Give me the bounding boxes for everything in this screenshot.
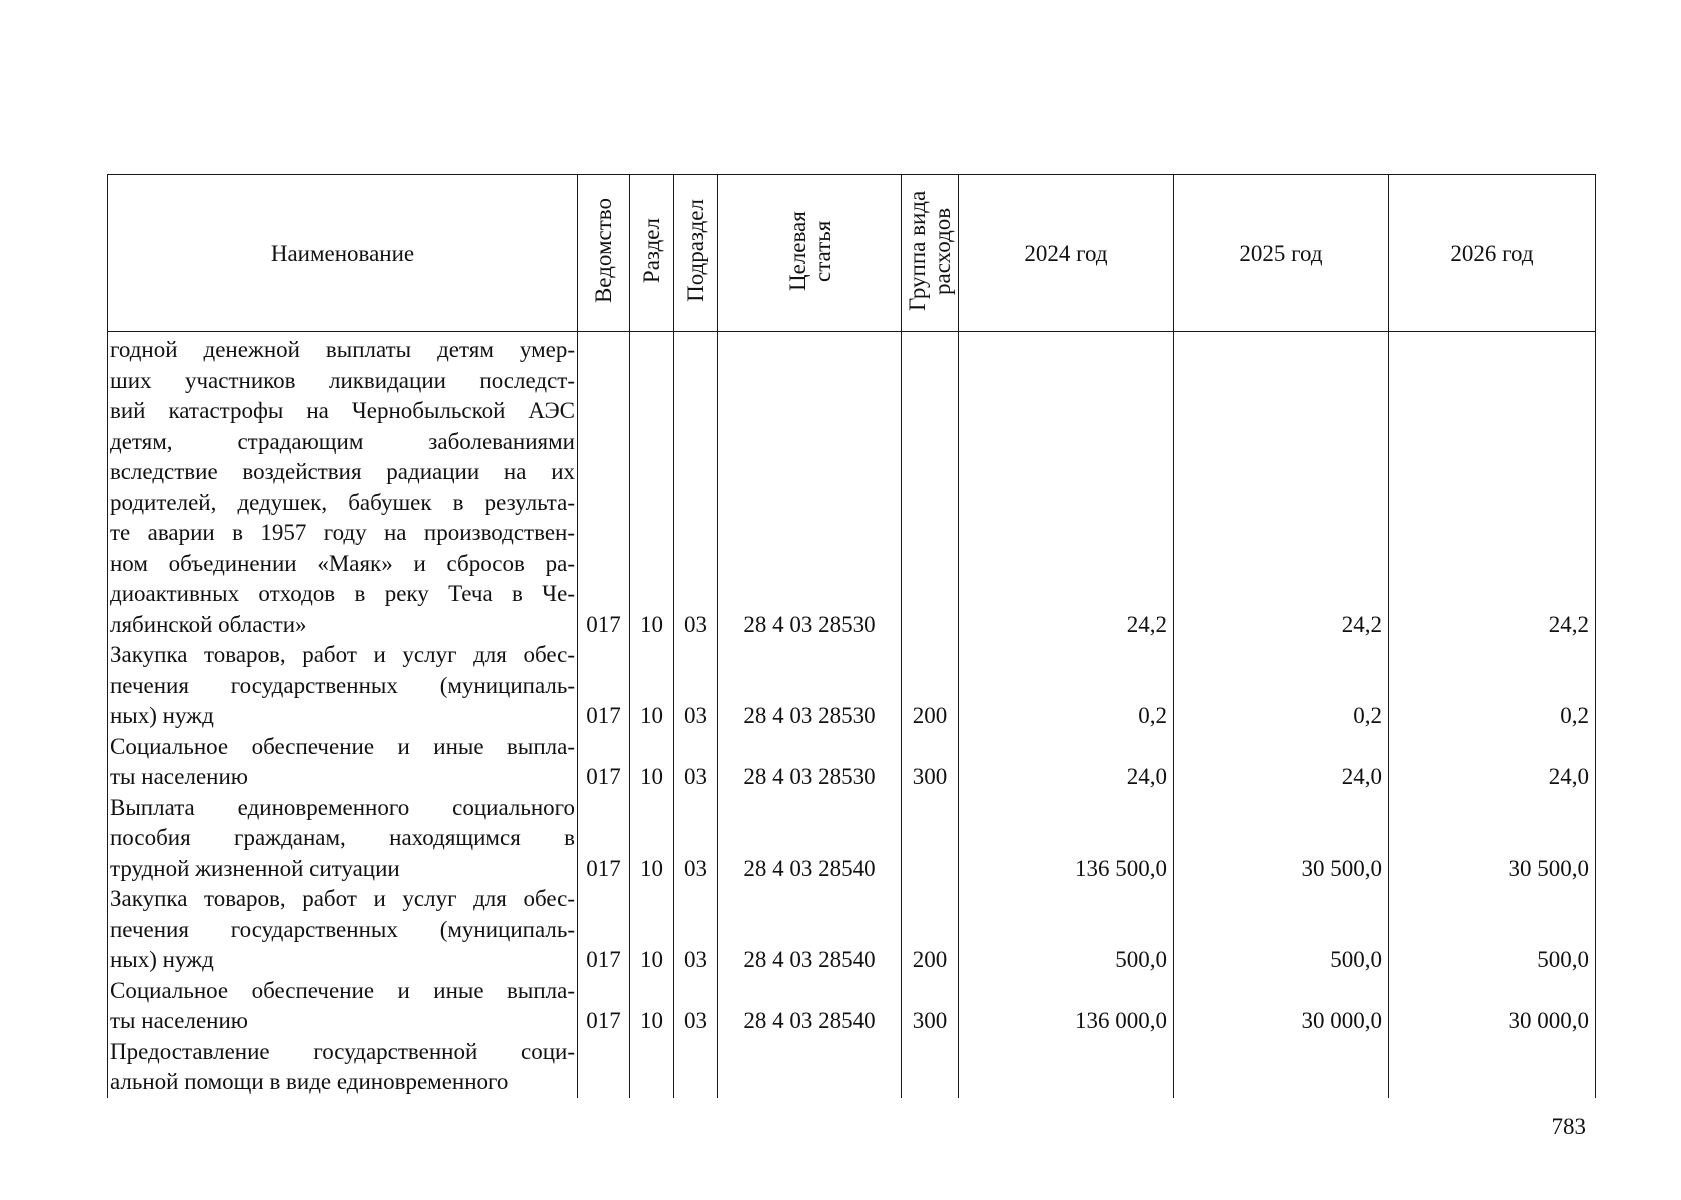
- row-y2025-cell: 30 500,0: [1174, 793, 1389, 885]
- row-cel-cell: 28 4 03 28530: [718, 732, 902, 793]
- row-razd-cell: 10: [630, 332, 674, 641]
- row-name-cell: [108, 793, 578, 885]
- row-name-line: альной помощи в виде единовременного: [110, 1069, 509, 1094]
- header-2025: [1174, 175, 1389, 332]
- table-body: [108, 332, 1596, 1098]
- row-y2026-cell: 500,0: [1389, 884, 1596, 976]
- row-name-line: те аварии в 1957 году на производствен-: [110, 520, 575, 545]
- row-y2024-cell: [959, 1037, 1174, 1098]
- row-name-line: ных) нужд: [110, 947, 214, 972]
- row-name-line: Закупка товаров, работ и услуг для обес-: [110, 886, 575, 911]
- page-number: 783: [1551, 1114, 1586, 1139]
- row-y2025-cell: [1174, 1037, 1389, 1098]
- header-2025-text: 2025 год: [1239, 240, 1323, 266]
- row-cel-cell: [718, 1037, 902, 1098]
- row-y2025-cell: 24,0: [1174, 732, 1389, 793]
- row-razd-cell: 10: [630, 884, 674, 976]
- row-pod-cell: 03: [674, 332, 718, 641]
- row-y2024-cell: 500,0: [959, 884, 1174, 976]
- table-row: [108, 640, 1596, 732]
- row-name-line: родителей, дедушек, бабушек в результа-: [110, 489, 575, 515]
- row-name-line: годной денежной выплаты детям умер-: [110, 337, 575, 362]
- row-name-line: печения государственных (муниципаль-: [110, 672, 575, 698]
- row-y2026-cell: 24,0: [1389, 732, 1596, 793]
- header-2026-text: 2026 год: [1450, 240, 1534, 266]
- row-razd-cell: 10: [630, 640, 674, 732]
- row-grp-cell: [902, 332, 959, 641]
- row-name-line: ших участников ликвидации последст-: [110, 367, 575, 393]
- row-y2024-cell: 0,2: [959, 640, 1174, 732]
- header-vedomstvo-text: Ведомство: [590, 197, 616, 304]
- row-name-cell: [108, 1037, 578, 1098]
- table-header-row: [108, 175, 1596, 332]
- row-name-line: лябинской области»: [110, 611, 307, 637]
- row-name-line: Выплата единовременного социального: [110, 794, 575, 820]
- header-celevaya: [718, 175, 902, 332]
- row-name-line: Социальное обеспечение и иные выпла-: [110, 733, 575, 759]
- row-name-line: вий катастрофы на Чернобыльской АЭС: [110, 398, 575, 423]
- row-pod-cell: 03: [674, 976, 718, 1037]
- header-name: [108, 175, 578, 332]
- row-y2025-cell: 0,2: [1174, 640, 1389, 732]
- row-name-line: пособия гражданам, находящимся в: [110, 825, 575, 850]
- row-name-line: ты населению: [110, 1008, 248, 1033]
- row-ved-cell: 017: [578, 332, 630, 641]
- row-pod-cell: 03: [674, 793, 718, 885]
- header-name-text: Наименование: [270, 240, 415, 266]
- row-y2025-cell: 30 000,0: [1174, 976, 1389, 1037]
- row-name-line: ном объединении «Маяк» и сбросов ра-: [110, 550, 575, 576]
- row-cel-cell: 28 4 03 28530: [718, 640, 902, 732]
- row-name-line: печения государственных (муниципаль-: [110, 916, 575, 942]
- header-razdel-text: Раздел: [638, 217, 664, 284]
- row-y2026-cell: 0,2: [1389, 640, 1596, 732]
- row-ved-cell: 017: [578, 732, 630, 793]
- row-ved-cell: 017: [578, 793, 630, 885]
- row-name-line: диоактивных отходов в реку Теча в Че-: [110, 581, 575, 606]
- row-name-line: ты населению: [110, 764, 248, 789]
- row-ved-cell: 017: [578, 976, 630, 1037]
- row-grp-cell: 300: [902, 976, 959, 1037]
- table-row: [108, 976, 1596, 1037]
- row-y2026-cell: 24,2: [1389, 332, 1596, 641]
- header-celevaya-text: Целевая статья: [784, 210, 835, 291]
- header-razdel: [630, 175, 674, 332]
- table-row: [108, 732, 1596, 793]
- header-gruppa-text: Группа вида расходов: [905, 190, 955, 311]
- row-y2025-cell: 500,0: [1174, 884, 1389, 976]
- row-name-line: Закупка товаров, работ и услуг для обес-: [110, 642, 575, 667]
- table-row: [108, 1037, 1596, 1098]
- row-name-cell: [108, 732, 578, 793]
- row-y2026-cell: 30 000,0: [1389, 976, 1596, 1037]
- row-cel-cell: 28 4 03 28540: [718, 976, 902, 1037]
- row-ved-cell: [578, 1037, 630, 1098]
- row-grp-cell: 300: [902, 732, 959, 793]
- row-name-cell: [108, 976, 578, 1037]
- table-row: [108, 793, 1596, 885]
- header-podrazdel: [674, 175, 718, 332]
- row-name-line: вследствие воздействия радиации на их: [110, 459, 575, 484]
- row-y2024-cell: 136 000,0: [959, 976, 1174, 1037]
- row-name-cell: [108, 332, 578, 641]
- row-name-line: трудной жизненной ситуации: [110, 855, 400, 881]
- row-name-line: детям, страдающим заболеваниями: [110, 428, 575, 454]
- row-name-cell: [108, 640, 578, 732]
- row-y2024-cell: 24,2: [959, 332, 1174, 641]
- budget-table: [107, 174, 1596, 1098]
- row-pod-cell: 03: [674, 732, 718, 793]
- row-ved-cell: 017: [578, 884, 630, 976]
- header-podrazdel-text: Подраздел: [682, 199, 708, 302]
- row-y2026-cell: [1389, 1037, 1596, 1098]
- row-name-cell: [108, 884, 578, 976]
- table-row: [108, 884, 1596, 976]
- row-grp-cell: 200: [902, 640, 959, 732]
- row-y2024-cell: 136 500,0: [959, 793, 1174, 885]
- row-pod-cell: [674, 1037, 718, 1098]
- row-cel-cell: 28 4 03 28540: [718, 884, 902, 976]
- row-y2024-cell: 24,0: [959, 732, 1174, 793]
- row-grp-cell: 200: [902, 884, 959, 976]
- header-2026: [1389, 175, 1596, 332]
- row-pod-cell: 03: [674, 884, 718, 976]
- row-name-line: Социальное обеспечение и иные выпла-: [110, 977, 575, 1003]
- row-razd-cell: [630, 1037, 674, 1098]
- row-y2026-cell: 30 500,0: [1389, 793, 1596, 885]
- row-grp-cell: [902, 1037, 959, 1098]
- row-cel-cell: 28 4 03 28530: [718, 332, 902, 641]
- row-name-line: ных) нужд: [110, 703, 214, 728]
- row-razd-cell: 10: [630, 732, 674, 793]
- row-y2025-cell: 24,2: [1174, 332, 1389, 641]
- table-row: [108, 332, 1596, 641]
- header-2024: [959, 175, 1174, 332]
- row-cel-cell: 28 4 03 28540: [718, 793, 902, 885]
- row-name-line: Предоставление государственной соци-: [110, 1038, 575, 1064]
- row-razd-cell: 10: [630, 793, 674, 885]
- row-ved-cell: 017: [578, 640, 630, 732]
- header-2024-text: 2024 год: [1024, 240, 1108, 266]
- header-vedomstvo: [578, 175, 630, 332]
- row-razd-cell: 10: [630, 976, 674, 1037]
- header-gruppa: [902, 175, 959, 332]
- row-grp-cell: [902, 793, 959, 885]
- row-pod-cell: 03: [674, 640, 718, 732]
